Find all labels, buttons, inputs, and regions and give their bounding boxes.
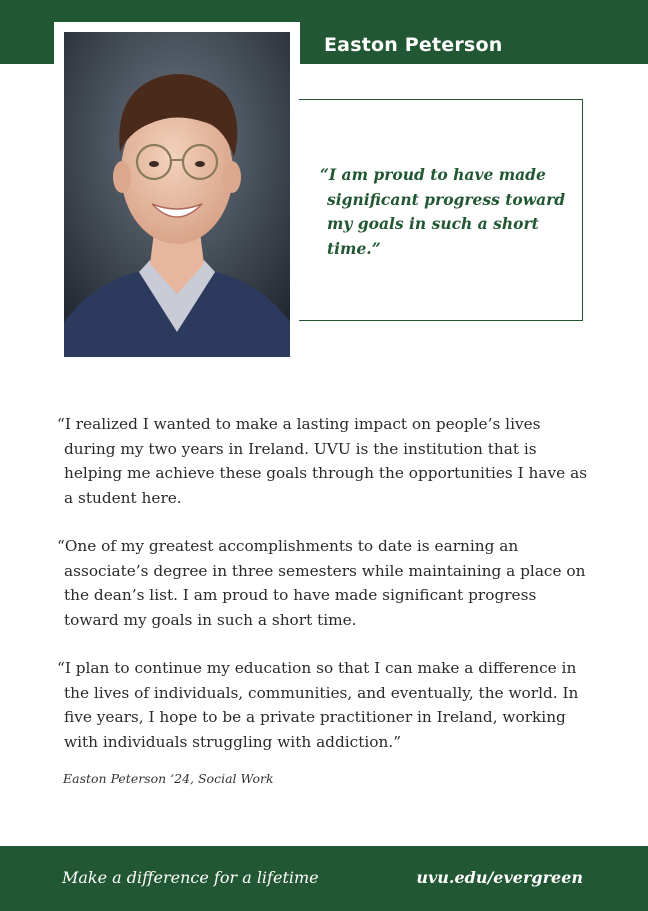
attribution: Easton Peterson ‘24, Social Work [63,771,274,786]
testimonial-paragraph: “One of my greatest accomplishments to date is earning an associate’s degree in three semesters while maintaining a place on the dean’s list. I am proud to have made significant progress toward my goals in such a short time. [57,537,586,629]
footer-url[interactable]: uvu.edu/evergreen [416,868,583,887]
testimonial-paragraph: “I plan to continue my education so that I can make a difference in the lives of individuals, communities, and eventually, the world. In five years, I hope to be a private practitioner in Ireland, working with individuals struggling with addiction.” [57,659,579,751]
testimonial-body [57,412,592,778]
testimonial-paragraph: “I realized I wanted to make a lasting impact on people’s lives during my two years in Ireland. UVU is the institution that is helping me achieve these goals through the opportunities I have as a student here. [57,415,588,507]
student-name: Easton Peterson [324,34,503,56]
footer-tagline: Make a difference for a lifetime [62,868,319,887]
pull-quote: “I am proud to have made significant progress toward my goals in such a short time.” [320,165,566,258]
photo-frame [54,22,300,367]
portrait-photo [64,32,290,357]
footer-band [0,846,648,911]
